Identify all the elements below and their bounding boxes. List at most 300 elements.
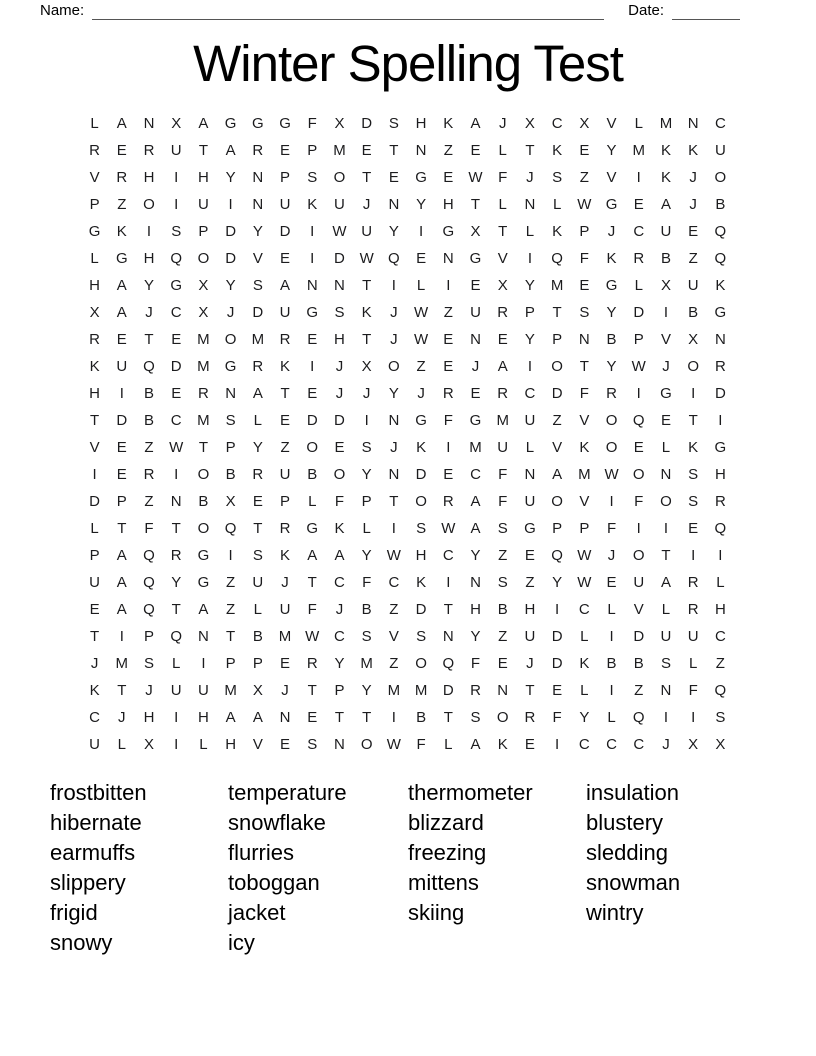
grid-letter: L: [498, 142, 507, 159]
word-list-column: [408, 778, 586, 958]
grid-letter: Y: [171, 574, 182, 591]
grid-letter: Z: [144, 439, 154, 456]
grid-letter: D: [415, 466, 427, 483]
grid-letter: N: [442, 250, 454, 267]
grid-letter: J: [417, 385, 425, 402]
grid-letter: O: [605, 412, 618, 429]
grid-letter: A: [660, 574, 671, 591]
grid-letter: N: [334, 277, 345, 294]
grid-letter: M: [550, 277, 564, 294]
grid-letter: P: [633, 331, 644, 348]
grid-letter: H: [714, 466, 726, 483]
name-blank-line: [92, 4, 604, 20]
grid-letter: Z: [416, 358, 426, 375]
grid-letter: E: [443, 169, 454, 186]
grid-letter: Q: [170, 628, 183, 645]
grid-letter: N: [660, 466, 672, 483]
grid-letter: O: [687, 358, 700, 375]
grid-letter: V: [660, 331, 671, 348]
grid-letter: E: [280, 655, 291, 672]
grid-letter: U: [524, 412, 536, 429]
grid-letter: B: [606, 331, 617, 348]
grid-letter: X: [334, 115, 345, 132]
grid-letter: F: [443, 412, 453, 429]
grid-letter: I: [718, 547, 723, 564]
grid-letter: F: [498, 466, 508, 483]
grid-letter: L: [525, 439, 535, 456]
grid-letter: O: [333, 466, 346, 483]
grid-letter: Z: [117, 196, 127, 213]
grid-letter: U: [633, 574, 645, 591]
grid-letter: I: [691, 385, 696, 402]
grid-letter: E: [116, 142, 127, 159]
grid-letter: P: [144, 628, 155, 645]
grid-letter: D: [415, 601, 427, 618]
grid-letter: S: [171, 223, 182, 240]
grid-letter: N: [687, 115, 699, 132]
word-item: hibernate: [50, 810, 142, 835]
grid-letter: P: [89, 547, 100, 564]
grid-letter: P: [361, 493, 372, 510]
grid-letter: L: [90, 250, 99, 267]
grid-letter: A: [116, 574, 127, 591]
grid-letter: R: [89, 142, 101, 159]
grid-letter: E: [443, 331, 454, 348]
grid-letter: X: [198, 304, 209, 321]
grid-letter: P: [89, 196, 100, 213]
grid-letter: J: [526, 655, 534, 672]
grid-letter: I: [119, 628, 124, 645]
grid-letter: Z: [144, 493, 154, 510]
grid-letter: U: [198, 196, 209, 213]
grid-letter: P: [225, 439, 236, 456]
grid-letter: T: [362, 169, 372, 186]
grid-letter: D: [633, 628, 645, 645]
grid-letter: S: [361, 628, 372, 645]
grid-letter: Y: [606, 142, 617, 159]
grid-letter: Y: [361, 547, 372, 564]
grid-letter: P: [552, 520, 563, 537]
grid-letter: K: [280, 547, 291, 564]
word-item: icy: [228, 930, 255, 955]
grid-letter: T: [90, 412, 100, 429]
grid-letter: G: [524, 520, 536, 537]
grid-letter: X: [660, 277, 671, 294]
grid-letter: U: [198, 682, 209, 699]
grid-letter: A: [470, 493, 481, 510]
grid-letter: J: [90, 655, 99, 672]
grid-letter: L: [661, 601, 671, 618]
grid-letter: A: [198, 601, 209, 618]
grid-letter: F: [307, 115, 317, 132]
grid-letter: Z: [525, 574, 535, 591]
page-title: Winter Spelling Test: [193, 35, 623, 92]
grid-letter: J: [145, 304, 153, 321]
grid-letter: G: [224, 358, 237, 375]
grid-letter: I: [718, 412, 723, 429]
grid-letter: F: [470, 655, 481, 672]
grid-letter: E: [497, 331, 508, 348]
grid-letter: P: [552, 331, 563, 348]
grid-letter: D: [442, 682, 454, 699]
grid-letter: F: [498, 493, 508, 510]
grid-letter: R: [606, 385, 617, 402]
grid-letter: E: [552, 682, 563, 699]
grid-letter: M: [659, 115, 673, 132]
grid-letter: O: [496, 709, 509, 726]
grid-letter: Y: [552, 574, 563, 591]
grid-letter: Q: [714, 250, 727, 267]
grid-letter: O: [197, 250, 210, 267]
grid-letter: V: [579, 493, 590, 510]
grid-letter: P: [198, 223, 209, 240]
grid-letter: L: [634, 277, 643, 294]
grid-letter: Q: [714, 682, 727, 699]
grid-letter: U: [116, 358, 128, 375]
grid-letter: I: [609, 628, 614, 645]
grid-letter: B: [606, 655, 617, 672]
grid-letter: R: [116, 169, 128, 186]
grid-letter: U: [497, 439, 509, 456]
grid-letter: H: [334, 331, 345, 348]
grid-letter: X: [225, 493, 236, 510]
grid-letter: T: [171, 520, 181, 537]
grid-letter: E: [116, 439, 127, 456]
grid-letter: X: [524, 115, 535, 132]
grid-letter: C: [606, 736, 617, 753]
grid-letter: E: [116, 331, 127, 348]
grid-letter: I: [446, 574, 451, 591]
grid-letter: B: [497, 601, 508, 618]
grid-letter: T: [226, 628, 236, 645]
grid-letter: H: [198, 709, 209, 726]
grid-letter: C: [470, 466, 481, 483]
word-item: slippery: [50, 870, 126, 895]
grid-letter: A: [552, 466, 563, 483]
grid-letter: O: [333, 169, 346, 186]
grid-letter: K: [334, 520, 345, 537]
grid-letter: N: [524, 466, 536, 483]
grid-letter: D: [334, 412, 345, 429]
grid-letter: K: [552, 142, 563, 159]
grid-letter: A: [252, 709, 263, 726]
grid-letter: U: [170, 682, 182, 699]
grid-letter: D: [252, 304, 264, 321]
grid-letter: L: [416, 277, 426, 294]
grid-letter: Q: [632, 412, 645, 429]
word-list-column: [50, 778, 228, 958]
grid-letter: K: [688, 142, 699, 159]
grid-letter: G: [170, 277, 183, 294]
grid-letter: E: [443, 358, 454, 375]
grid-letter: I: [174, 709, 179, 726]
grid-letter: K: [307, 196, 318, 213]
word-item: freezing: [408, 840, 487, 865]
word-item: frigid: [50, 900, 98, 925]
grid-letter: F: [606, 520, 617, 537]
grid-letter: X: [171, 115, 182, 132]
grid-letter: V: [89, 169, 100, 186]
grid-letter: R: [687, 601, 699, 618]
grid-letter: S: [497, 574, 508, 591]
grid-letter: O: [197, 520, 210, 537]
grid-letter: J: [689, 196, 697, 213]
grid-letter: R: [252, 358, 264, 375]
grid-letter: T: [307, 682, 317, 699]
grid-letter: K: [497, 736, 508, 753]
grid-letter: M: [115, 655, 129, 672]
grid-letter: B: [660, 250, 671, 267]
grid-letter: L: [117, 736, 126, 753]
grid-letter: E: [89, 601, 100, 618]
grid-letter: T: [198, 142, 209, 159]
grid-letter: V: [552, 439, 563, 456]
grid-letter: E: [497, 655, 508, 672]
grid-letter: X: [688, 331, 699, 348]
grid-letter: T: [117, 520, 127, 537]
grid-letter: I: [146, 223, 152, 240]
grid-letter: E: [361, 142, 372, 159]
grid-letter: N: [143, 115, 155, 132]
grid-letter: R: [252, 466, 264, 483]
grid-letter: J: [362, 385, 371, 402]
grid-letter: E: [116, 466, 127, 483]
grid-letter: Q: [143, 601, 155, 618]
grid-letter: E: [307, 331, 318, 348]
grid-letter: A: [116, 547, 127, 564]
grid-letter: Q: [224, 520, 237, 537]
grid-letter: R: [252, 142, 264, 159]
word-item: snowy: [50, 930, 113, 955]
grid-letter: V: [252, 736, 263, 753]
grid-letter: L: [607, 709, 616, 726]
grid-letter: M: [387, 682, 401, 699]
word-item: toboggan: [228, 870, 320, 895]
word-list-column: [586, 778, 766, 958]
grid-letter: T: [470, 196, 481, 213]
grid-letter: W: [441, 520, 456, 537]
grid-letter: N: [388, 466, 400, 483]
grid-letter: W: [359, 250, 374, 267]
grid-letter: J: [607, 223, 616, 240]
grid-letter: K: [606, 250, 617, 267]
grid-letter: B: [307, 466, 318, 483]
grid-letter: L: [90, 520, 99, 537]
grid-letter: E: [252, 493, 263, 510]
grid-letter: A: [116, 115, 127, 132]
grid-letter: Y: [334, 655, 345, 672]
grid-letter: Q: [143, 358, 155, 375]
grid-letter: E: [660, 412, 671, 429]
grid-letter: Z: [715, 655, 725, 672]
grid-letter: T: [525, 142, 535, 159]
grid-letter: N: [306, 277, 318, 294]
grid-letter: S: [688, 466, 699, 483]
grid-letter: V: [633, 601, 644, 618]
grid-letter: S: [416, 520, 427, 537]
grid-letter: T: [498, 223, 508, 240]
grid-letter: G: [415, 169, 427, 186]
grid-letter: I: [174, 736, 179, 753]
grid-letter: J: [362, 196, 371, 213]
grid-letter: N: [578, 331, 590, 348]
word-item: jacket: [228, 900, 286, 925]
grid-letter: D: [551, 655, 563, 672]
grid-letter: I: [636, 169, 641, 186]
grid-letter: E: [280, 142, 291, 159]
grid-letter: B: [144, 385, 155, 402]
grid-letter: D: [170, 358, 182, 375]
grid-letter: G: [306, 520, 319, 537]
grid-letter: J: [607, 547, 616, 564]
header-row: [40, 0, 740, 20]
grid-letter: C: [334, 574, 345, 591]
grid-letter: F: [362, 574, 372, 591]
grid-letter: T: [253, 520, 263, 537]
grid-letter: E: [280, 736, 291, 753]
grid-letter: J: [281, 574, 289, 591]
grid-letter: C: [524, 385, 536, 402]
grid-letter: L: [498, 196, 507, 213]
grid-letter: E: [470, 277, 481, 294]
grid-letter: Z: [579, 169, 589, 186]
grid-letter: E: [171, 331, 182, 348]
grid-letter: W: [332, 223, 347, 240]
grid-letter: F: [688, 682, 698, 699]
grid-letter: E: [524, 547, 535, 564]
grid-letter: K: [579, 655, 590, 672]
grid-letter: H: [89, 277, 101, 294]
grid-letter: R: [442, 385, 454, 402]
grid-letter: Y: [524, 277, 535, 294]
grid-letter: M: [360, 655, 373, 672]
grid-letter: M: [333, 142, 346, 159]
grid-letter: G: [714, 439, 727, 456]
grid-letter: U: [252, 574, 264, 591]
word-item: blizzard: [408, 810, 484, 835]
grid-letter: E: [280, 250, 291, 267]
grid-letter: E: [307, 709, 318, 726]
grid-letter: N: [714, 331, 726, 348]
grid-letter: S: [470, 709, 481, 726]
grid-letter: I: [609, 493, 614, 510]
grid-letter: L: [444, 736, 453, 753]
grid-letter: H: [225, 736, 237, 753]
grid-letter: S: [416, 628, 427, 645]
grid-letter: U: [524, 628, 536, 645]
grid-letter: F: [416, 736, 426, 753]
word-item: sledding: [586, 840, 668, 865]
grid-letter: Z: [389, 655, 399, 672]
grid-letter: P: [334, 682, 345, 699]
grid-letter: T: [389, 493, 399, 510]
grid-letter: G: [306, 304, 319, 321]
grid-letter: D: [279, 223, 291, 240]
grid-letter: C: [442, 547, 454, 564]
grid-letter: L: [172, 655, 181, 672]
grid-letter: M: [197, 412, 210, 429]
grid-letter: U: [170, 142, 182, 159]
grid-letter: T: [688, 412, 698, 429]
word-item: frostbitten: [50, 780, 147, 805]
grid-letter: A: [497, 358, 508, 375]
grid-letter: Q: [143, 547, 155, 564]
grid-letter: W: [169, 439, 184, 456]
grid-letter: U: [279, 601, 291, 618]
grid-letter: G: [714, 304, 727, 321]
grid-letter: D: [116, 412, 128, 429]
grid-letter: H: [415, 547, 427, 564]
grid-letter: L: [634, 115, 643, 132]
grid-letter: Y: [606, 358, 617, 375]
grid-letter: C: [633, 736, 645, 753]
grid-letter: N: [388, 196, 400, 213]
date-blank-line: [672, 4, 740, 20]
grid-letter: L: [525, 223, 535, 240]
grid-letter: Q: [143, 574, 155, 591]
grid-letter: O: [660, 493, 672, 510]
grid-letter: E: [307, 385, 318, 402]
grid-letter: U: [279, 466, 291, 483]
grid-letter: X: [252, 682, 263, 699]
grid-letter: J: [390, 331, 398, 348]
grid-letter: R: [687, 574, 699, 591]
date-label: Date:: [628, 2, 664, 19]
grid-letter: Y: [524, 331, 535, 348]
grid-letter: M: [632, 142, 646, 159]
grid-letter: I: [636, 520, 641, 537]
grid-letter: E: [443, 466, 454, 483]
grid-letter: J: [471, 358, 480, 375]
grid-letter: B: [715, 196, 726, 213]
grid-letter: Y: [225, 169, 236, 186]
grid-letter: O: [360, 736, 373, 753]
grid-letter: G: [197, 574, 210, 591]
grid-letter: Y: [606, 304, 617, 321]
grid-letter: J: [145, 682, 153, 699]
grid-letter: L: [362, 520, 371, 537]
grid-letter: B: [416, 709, 427, 726]
grid-letter: Y: [225, 277, 236, 294]
grid-letter: U: [687, 277, 699, 294]
grid-letter: T: [307, 574, 317, 591]
grid-letter: C: [334, 628, 345, 645]
grid-letter: Z: [552, 412, 562, 429]
grid-letter: Z: [443, 304, 453, 321]
grid-letter: B: [252, 628, 263, 645]
grid-letter: J: [390, 304, 398, 321]
grid-letter: U: [470, 304, 481, 321]
grid-letter: I: [119, 385, 124, 402]
grid-letter: R: [143, 142, 155, 159]
grid-letter: I: [310, 250, 315, 267]
grid-letter: Z: [688, 250, 698, 267]
grid-letter: J: [118, 709, 126, 726]
grid-letter: C: [714, 115, 726, 132]
grid-letter: T: [661, 547, 671, 564]
grid-letter: S: [497, 520, 508, 537]
grid-letter: K: [660, 142, 671, 159]
grid-letter: I: [228, 196, 233, 213]
grid-letter: A: [116, 304, 127, 321]
grid-letter: C: [170, 304, 182, 321]
grid-letter: X: [198, 277, 209, 294]
grid-letter: J: [526, 169, 534, 186]
grid-letter: U: [334, 196, 345, 213]
grid-letter: Z: [389, 601, 399, 618]
grid-letter: U: [89, 736, 101, 753]
grid-letter: G: [605, 196, 618, 213]
